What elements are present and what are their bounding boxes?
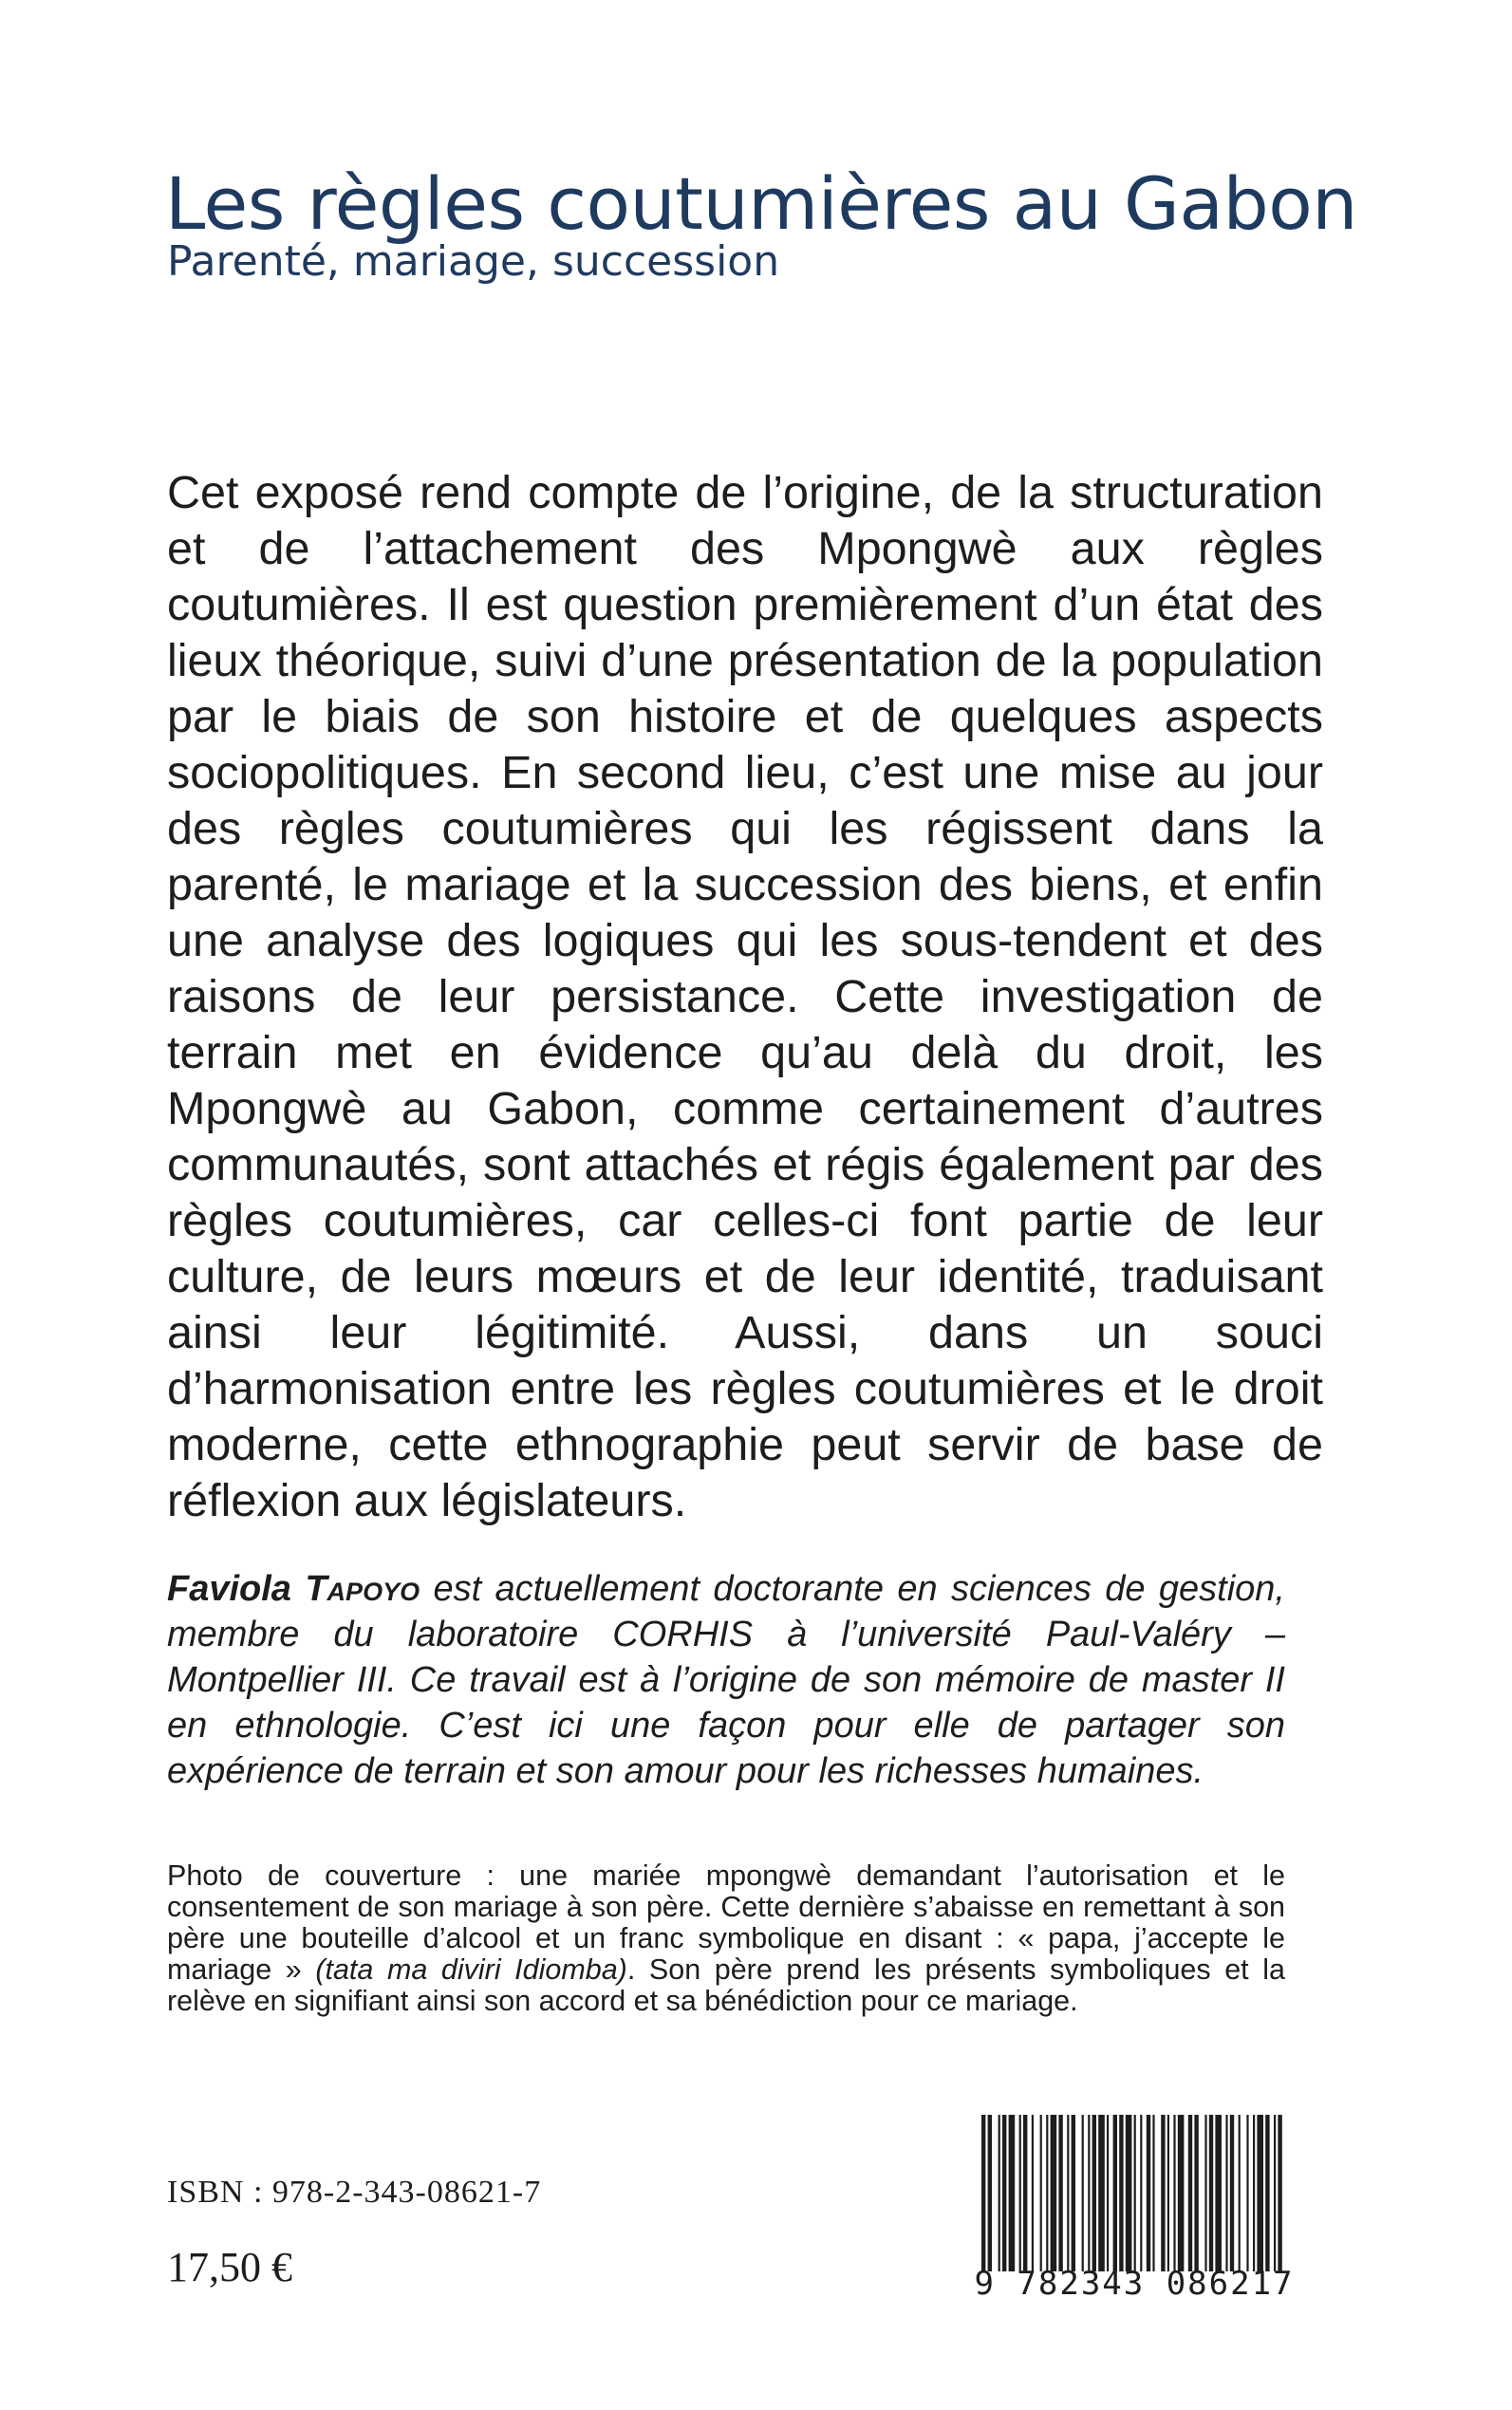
author-name (167, 1569, 420, 1609)
barcode-bar (1246, 2115, 1248, 2271)
caption-part-2: . Son père prend les présents symboliques et la relève en signifiant ainsi son accord et sa bénédiction pour ce mariage. (167, 1953, 1285, 2017)
barcode-bar (1253, 2115, 1255, 2271)
caption-quote: (tata ma diviri Idiomba) (315, 1953, 627, 1986)
author-bio-text: est actuellement doctorante en sciences de gestion, membre du laboratoire CORHIS à l’université Paul-Valéry – Montpellier III. Ce travail est à l’origine de son mémoire de master II en ethnologie. C’est ici une façon pour elle de partager son expérience de terrain et son amour pour les richesses humaines. (167, 1569, 1285, 1791)
barcode-bar (1209, 2115, 1213, 2271)
barcode-bar (1178, 2115, 1185, 2271)
author-last-name: Tapoyo (305, 1569, 420, 1609)
barcode-bar (1098, 2115, 1105, 2271)
barcode-bar (1215, 2115, 1222, 2271)
barcode-bar (1107, 2115, 1109, 2271)
barcode-bar (1204, 2115, 1206, 2271)
barcode-bar (1173, 2115, 1175, 2271)
barcode-bar (1119, 2115, 1123, 2271)
book-summary: Cet exposé rend compte de l’origine, de la structuration et de l’attachement des Mpongwè aux règles coutumières. Il est question premièrement d’un état des lieux théorique, suivi d’une présentation de la population par le biais de son histoire et de quelques aspects sociopolitiques. En second lieu, c’est une mise au jour des règles coutumières qui les régissent dans la parenté, le mariage et la succession des biens, et enfin une analyse des logiques qui les sous-tendent et des raisons de leur persistance. Cette investigation de terrain met en évidence qu’au delà du droit, les Mpongwè au Gabon, comme certainement d’autres communautés, sont attachés et régis également par des règles coutumières, car celles-ci font partie de leur culture, de leurs mœurs et de leur identité, traduisant ainsi leur légitimité. Aussi, dans un souci d’harmonisation entre les règles coutumières et le droit moderne, cette ethnographie peut servir de base de réflexion aux législateurs. (167, 467, 1323, 1526)
barcode-bar (1023, 2115, 1027, 2271)
barcode-bar (1147, 2115, 1150, 2271)
barcode-bar (1167, 2115, 1169, 2271)
book-title: Les règles coutumières au Gabon (165, 161, 1357, 246)
price: 17,50 € (167, 2244, 292, 2290)
barcode-bar (1051, 2115, 1057, 2271)
barcode-bar (1274, 2115, 1276, 2271)
barcode-bar (1257, 2115, 1263, 2271)
barcode-bar (1072, 2115, 1075, 2271)
barcode-bar (1134, 2115, 1136, 2271)
barcode-bar (1265, 2115, 1269, 2271)
barcode-bar (1152, 2115, 1154, 2271)
barcode (940, 2098, 1329, 2316)
barcode-bar (1092, 2115, 1096, 2271)
barcode-bar (1009, 2115, 1016, 2271)
author-first-name: Faviola (167, 1569, 291, 1609)
barcode-bars (978, 2115, 1291, 2271)
barcode-bar (1082, 2115, 1084, 2271)
barcode-bar (988, 2115, 992, 2271)
barcode-bar (1188, 2115, 1192, 2271)
barcode-bar (981, 2115, 985, 2271)
barcode-bar (1032, 2115, 1034, 2271)
barcode-bar (1046, 2115, 1048, 2271)
barcode-bar (1002, 2115, 1006, 2271)
barcode-bar (1126, 2115, 1132, 2271)
barcode-bar (1194, 2115, 1198, 2271)
barcode-bar (1067, 2115, 1069, 2271)
barcode-digits: 9 782343 086217 (974, 2265, 1295, 2303)
caption-part-1: Photo de couverture : une mariée mpongwè demandant l’autorisation et le consentement de son mariage à son père. Cette dernière s’abaisse en remettant à son père une bouteille d’alcool et un franc symbolique en disant : « papa, j’accepte le mariage » (167, 1859, 1285, 1986)
barcode-bar (1161, 2115, 1165, 2271)
barcode-bar (1040, 2115, 1042, 2271)
barcode-bar (1019, 2115, 1021, 2271)
barcode-bar (999, 2115, 1000, 2271)
book-subtitle: Parenté, mariage, succession (167, 237, 780, 286)
barcode-bar (1088, 2115, 1090, 2271)
isbn: ISBN : 978-2-343-08621-7 (167, 2175, 542, 2210)
barcode-bar (1225, 2115, 1227, 2271)
barcode-bar (1230, 2115, 1234, 2271)
barcode-bar (1239, 2115, 1241, 2271)
barcode-bar (1140, 2115, 1142, 2271)
barcode-bar (1113, 2115, 1117, 2271)
author-bio (167, 1566, 1285, 1794)
barcode-bar (1278, 2115, 1281, 2271)
barcode-bar (1058, 2115, 1062, 2271)
cover-photo-caption (167, 1860, 1285, 2017)
